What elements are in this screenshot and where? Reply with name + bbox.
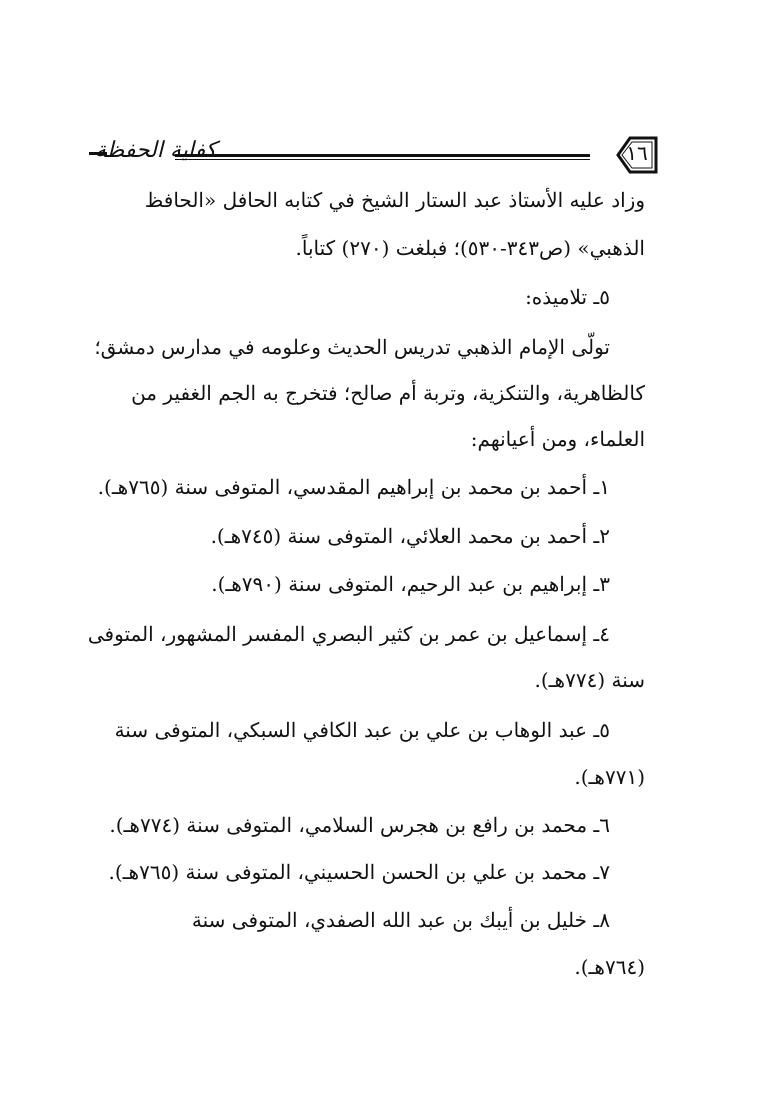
student-8-cont: (٧٦٤هـ). <box>574 955 645 979</box>
student-5-cont: (٧٧١هـ). <box>574 765 645 789</box>
student-2: ٢ـ أحمد بن محمد العلائي، المتوفى سنة (٧٤٥هـ). <box>210 524 610 548</box>
section-para-line-3: العلماء، ومن أعيانهم: <box>470 427 645 451</box>
intro-line-1: وزاد عليه الأستاذ عبد الستار الشيخ في كتابه الحافل «الحافظ <box>144 188 645 212</box>
student-7: ٧ـ محمد بن علي بن الحسن الحسيني، المتوفى سنة (٧٦٥هـ). <box>108 860 610 884</box>
student-1: ١ـ أحمد بن محمد بن إبراهيم المقدسي، المتوفى سنة (٧٦٥هـ). <box>97 475 610 499</box>
page-number: ١٦ <box>626 141 648 165</box>
student-4: ٤ـ إسماعيل بن عمر بن كثير البصري المفسر المشهور، المتوفى <box>87 622 610 646</box>
intro-line-2: الذهبي» (ص٣٤٣-٥٣٠)؛ فبلغت (٢٧٠) كتاباً. <box>295 236 645 260</box>
section-heading: ٥ـ تلاميذه: <box>525 285 610 309</box>
page-number-badge <box>612 132 662 178</box>
running-header <box>95 130 650 180</box>
section-para-line-1: تولّى الإمام الذهبي تدريس الحديث وعلومه في مدارس دمشق؛ <box>94 335 610 359</box>
student-8: ٨ـ خليل بن أيبك بن عبد الله الصفدي، المتوفى سنة <box>191 908 610 932</box>
section-para-line-2: كالظاهرية، والتنكزية، وتربة أم صالح؛ فتخرج به الجم الغفير من <box>131 381 645 405</box>
student-5: ٥ـ عبد الوهاب بن علي بن عبد الكافي السبكي، المتوفى سنة <box>114 718 610 742</box>
student-3: ٣ـ إبراهيم بن عبد الرحيم، المتوفى سنة (٧٩٠هـ). <box>211 572 610 596</box>
student-6: ٦ـ محمد بن رافع بن هجرس السلامي، المتوفى سنة (٧٧٤هـ). <box>109 813 610 837</box>
book-title: كفاية الحفظة <box>95 138 217 163</box>
header-rule <box>175 154 590 160</box>
student-4-cont: سنة (٧٧٤هـ). <box>534 668 645 692</box>
